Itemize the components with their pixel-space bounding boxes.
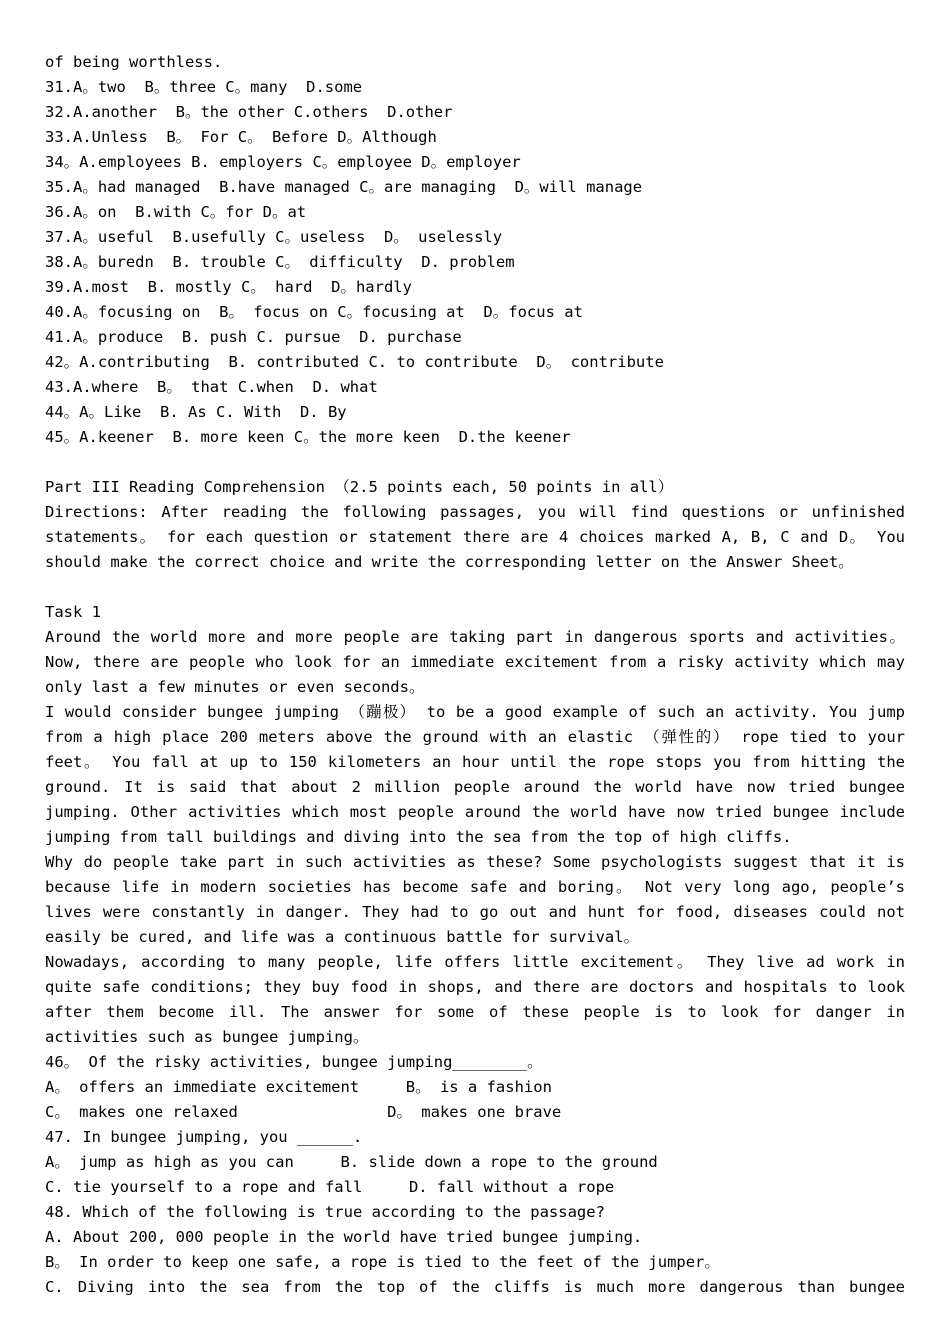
cloze-option-45: 45。A.keener B. more keen C。the more keen D.the keener [45, 428, 571, 446]
cloze-option-32: 32.A.another B。the other C.others D.other [45, 103, 453, 121]
question-46-options-cd: C。 makes one relaxed D。 makes one brave [45, 1103, 562, 1121]
cloze-option-39: 39.A.most B. mostly C。 hard D。hardly [45, 278, 412, 296]
part3-heading: Part III Reading Comprehension （2.5 points each, 50 points in all） [45, 478, 674, 496]
cloze-option-41: 41.A。produce B. push C. pursue D. purchase [45, 328, 462, 346]
cloze-options-list [45, 75, 905, 450]
cloze-option-34: 34。A.employees B. employers C。employee D。employer [45, 153, 521, 171]
question-48 [45, 1200, 905, 1300]
task1-paragraph-4: Nowadays, according to many people, life offers little excitement。 They live ad work in quite safe conditions; they buy food in shops, and there are doctors and hospitals to look after them become ill. The answer for some of these people is to look for danger in activities such as bungee jumping。 [45, 953, 905, 1046]
spacer [45, 450, 905, 475]
cloze-option-43: 43.A.where B。 that C.when D. what [45, 378, 378, 396]
cloze-option-40: 40.A。focusing on B。 focus on C。focusing at D。focus at [45, 303, 583, 321]
question-46-options-ab: A。 offers an immediate excitement B。 is a fashion [45, 1078, 552, 1096]
task1-paragraph-1: Around the world more and more people are taking part in dangerous sports and activities。 Now, there are people who look for an immediate excitement from a risky activity which may only last a few minutes or even seconds。 [45, 628, 905, 696]
cloze-option-42: 42。A.contributing B. contributed C. to contribute D。 contribute [45, 353, 664, 371]
cloze-option-37: 37.A。useful B.usefully C。useless D。 uselessly [45, 228, 503, 246]
cloze-option-36: 36.A。on B.with C。for D。at [45, 203, 307, 221]
question-47-stem: 47. In bungee jumping, you ______. [45, 1128, 363, 1146]
cloze-option-33: 33.A.Unless B。 For C。 Before D。Although [45, 128, 437, 146]
task1-title: Task 1 [45, 603, 101, 621]
task1-paragraph-2: I would consider bungee jumping （蹦极） to be a good example of such an activity. You jump from a high place 200 meters above the ground with an elastic （弹性的） rope tied to your feet。 You fall at up to 150 kilometers an hour until the rope stops you from hitting the ground. It is said that about 2 million people around the world have now tried bungee jumping. Other activities which most people around the world have now tried bungee include jumping from tall buildings and diving into the sea from the top of high cliffs. [45, 703, 905, 846]
question-48-option-b: B。 In order to keep one safe, a rope is tied to the feet of the jumper。 [45, 1253, 720, 1271]
question-46 [45, 1050, 905, 1125]
cloze-option-38: 38.A。buredn B. trouble C。 difficulty D. problem [45, 253, 515, 271]
spacer [45, 575, 905, 600]
question-46-stem: 46。 Of the risky activities, bungee jumping________。 [45, 1053, 543, 1071]
cloze-option-44: 44。A。Like B. As C. With D. By [45, 403, 347, 421]
question-47-options-cd: C. tie yourself to a rope and fall D. fall without a rope [45, 1178, 615, 1196]
question-47 [45, 1125, 905, 1200]
intro-tail-text: of being worthless. [45, 53, 223, 71]
cloze-option-35: 35.A。had managed B.have managed C。are managing D。will manage [45, 178, 643, 196]
question-47-options-ab: A。 jump as high as you can B. slide down a rope to the ground [45, 1153, 658, 1171]
part3-directions: Directions: After reading the following passages, you will find questions or unfinished statements。 for each question or statement there are 4 choices marked A, B, C and D。 You should make the correct choice and write the corresponding letter on the Answer Sheet。 [45, 503, 905, 571]
question-48-stem: 48. Which of the following is true according to the passage? [45, 1203, 605, 1221]
question-48-option-a: A. About 200, 000 people in the world have tried bungee jumping. [45, 1228, 643, 1246]
task1-paragraph-3: Why do people take part in such activities as these? Some psychologists suggest that it is because life in modern societies has become safe and boring。 Not very long ago, people’s lives were constantly in danger. They had to go out and hunt for food, diseases could not easily be cured, and life was a continuous battle for survival。 [45, 853, 905, 946]
cloze-option-31: 31.A。two B。three C。many D.some [45, 78, 363, 96]
document-page [45, 50, 905, 1300]
question-48-option-c: C. Diving into the sea from the top of the cliffs is much more dangerous than bungee [45, 1278, 905, 1296]
